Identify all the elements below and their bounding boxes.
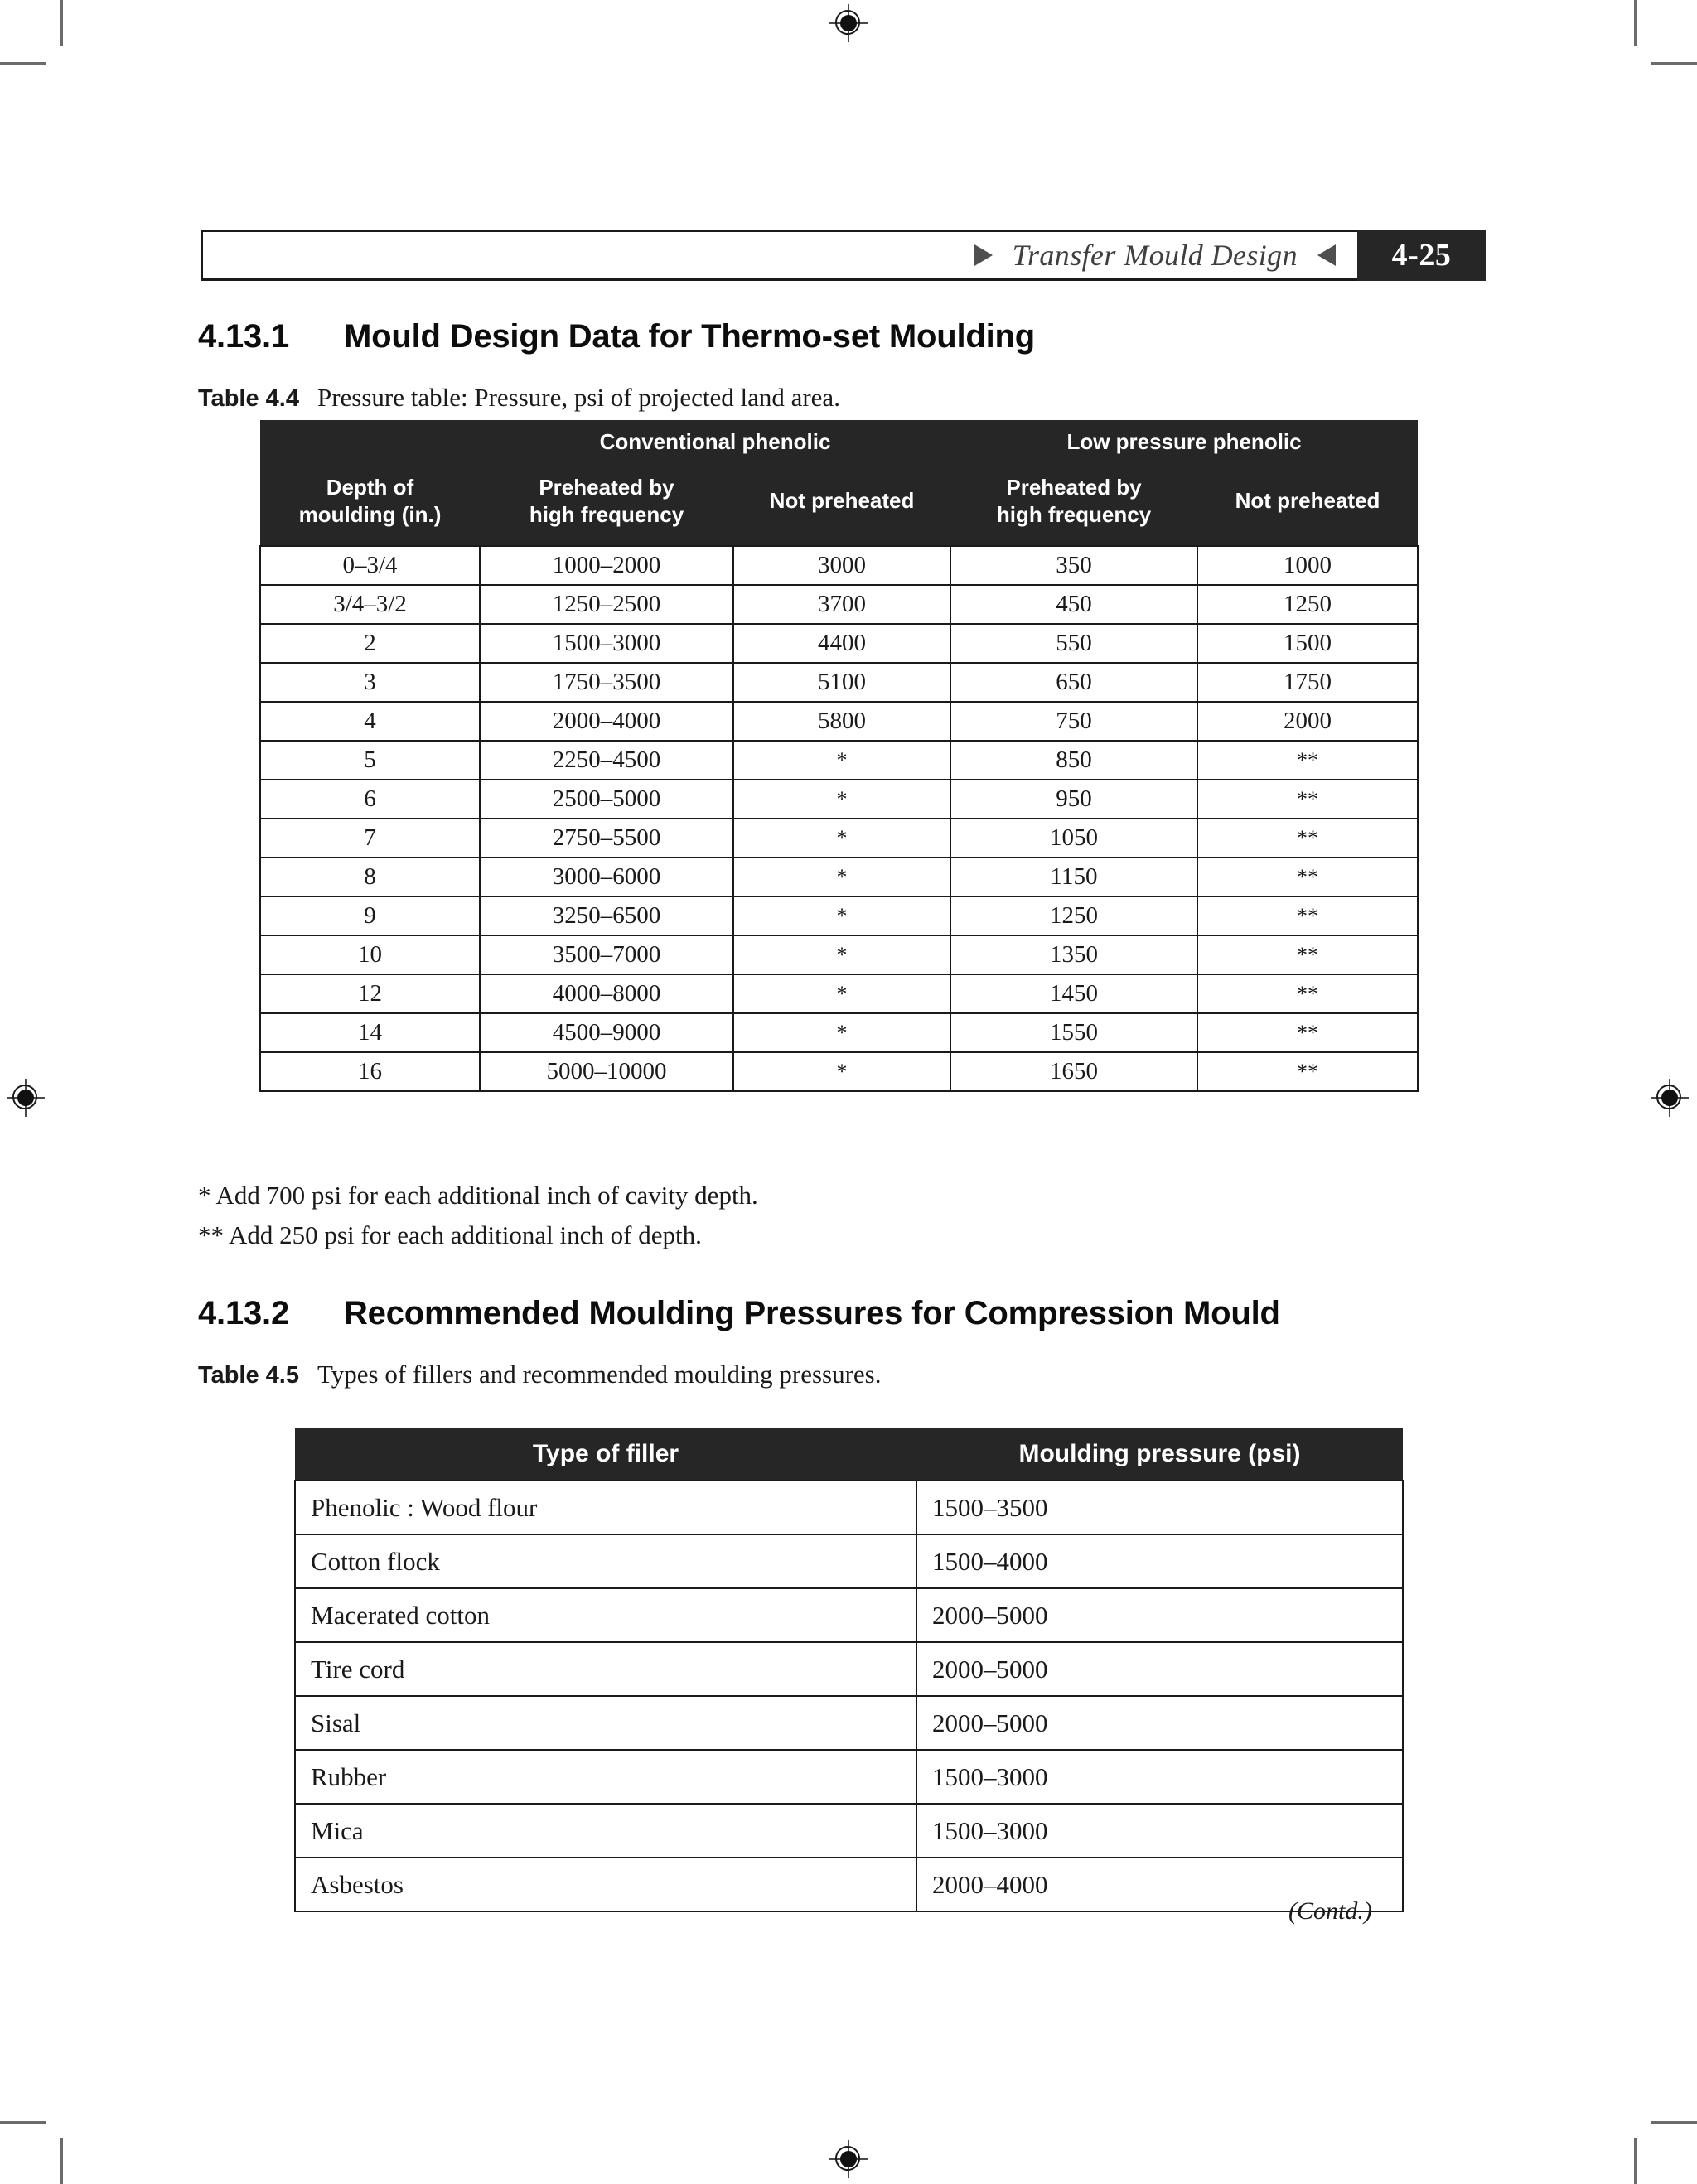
table-row xyxy=(260,741,1418,780)
crop-mark-bottom-right-horizontal xyxy=(1651,2121,1697,2124)
cell-pressure: 4400 xyxy=(733,624,950,663)
cell-depth: 6 xyxy=(260,780,480,819)
cell-moulding-pressure: 2000–5000 xyxy=(916,1642,1403,1696)
table-row xyxy=(295,1858,1403,1911)
cell-depth: 3 xyxy=(260,663,480,702)
column-header-conv-not-preheated: Not preheated xyxy=(733,464,950,546)
table-44-caption-label: Table 4.4 xyxy=(198,385,299,412)
pressure-table-group-header-row xyxy=(260,420,1418,464)
pressure-table-column-header-row xyxy=(260,464,1418,546)
cell-pressure: 750 xyxy=(950,702,1197,741)
cell-depth: 2 xyxy=(260,624,480,663)
filler-table-head xyxy=(295,1428,1403,1481)
cell-pressure: 1750–3500 xyxy=(480,663,733,702)
group-header-spacer xyxy=(260,420,480,464)
cell-moulding-pressure: 1500–4000 xyxy=(916,1534,1403,1588)
cell-pressure: ** xyxy=(1197,1052,1418,1091)
page-number-badge: 4-25 xyxy=(1357,230,1486,281)
cell-pressure: 1500–3000 xyxy=(480,624,733,663)
filler-table-body xyxy=(295,1481,1403,1911)
table-row xyxy=(295,1804,1403,1858)
cell-pressure: ** xyxy=(1197,819,1418,858)
table-45-caption-label: Table 4.5 xyxy=(198,1362,299,1389)
table-row xyxy=(260,1052,1418,1091)
cell-pressure: * xyxy=(733,858,950,896)
cell-pressure: * xyxy=(733,896,950,935)
cell-filler-type: Macerated cotton xyxy=(295,1588,916,1642)
cell-pressure: ** xyxy=(1197,896,1418,935)
table-row xyxy=(260,546,1418,585)
table-row xyxy=(260,974,1418,1013)
cell-pressure: ** xyxy=(1197,974,1418,1013)
section-heading-4-13-1 xyxy=(198,318,1035,355)
cell-moulding-pressure: 1500–3500 xyxy=(916,1481,1403,1534)
cell-pressure: 1350 xyxy=(950,935,1197,974)
table-row xyxy=(295,1588,1403,1642)
cell-pressure: 1050 xyxy=(950,819,1197,858)
table-44-caption xyxy=(198,383,840,413)
cell-filler-type: Mica xyxy=(295,1804,916,1858)
cell-pressure: 4500–9000 xyxy=(480,1013,733,1052)
section-number: 4.13.1 xyxy=(198,318,290,355)
cell-pressure: 1000 xyxy=(1197,546,1418,585)
continuation-note: (Contd.) xyxy=(1288,1897,1372,1925)
cell-pressure: * xyxy=(733,1013,950,1052)
cell-pressure: 3000–6000 xyxy=(480,858,733,896)
group-header-conventional: Conventional phenolic xyxy=(480,420,950,464)
cell-pressure: 1250 xyxy=(950,896,1197,935)
pressure-table xyxy=(259,420,1419,1092)
cell-pressure: 3250–6500 xyxy=(480,896,733,935)
cell-pressure: 1250–2500 xyxy=(480,585,733,624)
cell-pressure: * xyxy=(733,819,950,858)
cell-pressure: 4000–8000 xyxy=(480,974,733,1013)
running-head-bar xyxy=(201,230,1357,281)
cell-pressure: * xyxy=(733,1052,950,1091)
column-header-conv-preheated-line2: high frequency xyxy=(529,502,684,527)
right-triangle-icon xyxy=(974,244,993,266)
column-header-moulding-pressure: Moulding pressure (psi) xyxy=(916,1428,1403,1481)
column-header-type-of-filler: Type of filler xyxy=(295,1428,916,1481)
table-row xyxy=(260,1013,1418,1052)
cell-pressure: * xyxy=(733,974,950,1013)
cell-pressure: * xyxy=(733,741,950,780)
cell-pressure: 850 xyxy=(950,741,1197,780)
cell-pressure: 5100 xyxy=(733,663,950,702)
cell-depth: 12 xyxy=(260,974,480,1013)
cell-moulding-pressure: 1500–3000 xyxy=(916,1804,1403,1858)
cell-filler-type: Asbestos xyxy=(295,1858,916,1911)
table-row xyxy=(260,819,1418,858)
registration-mark-bottom xyxy=(829,2140,868,2178)
crop-mark-bottom-right-vertical xyxy=(1634,2138,1637,2184)
column-header-low-preheated xyxy=(950,464,1197,546)
column-header-low-not-preheated: Not preheated xyxy=(1197,464,1418,546)
table-row xyxy=(260,896,1418,935)
table-45-caption xyxy=(198,1360,882,1389)
cell-pressure: 1150 xyxy=(950,858,1197,896)
cell-pressure: 1450 xyxy=(950,974,1197,1013)
column-header-depth-line2: moulding (in.) xyxy=(298,502,442,527)
cell-pressure: 950 xyxy=(950,780,1197,819)
section-title-2: Recommended Moulding Pressures for Compression Mould xyxy=(344,1295,1280,1331)
section-heading-4-13-2 xyxy=(198,1295,1280,1332)
footnote-double-asterisk: ** Add 250 psi for each additional inch of depth. xyxy=(198,1220,702,1249)
cell-pressure: 2750–5500 xyxy=(480,819,733,858)
crop-mark-bottom-left-horizontal xyxy=(0,2121,46,2124)
cell-moulding-pressure: 1500–3000 xyxy=(916,1750,1403,1804)
section-number-2: 4.13.2 xyxy=(198,1295,290,1331)
cell-filler-type: Tire cord xyxy=(295,1642,916,1696)
cell-depth: 7 xyxy=(260,819,480,858)
cell-pressure: 2000–4000 xyxy=(480,702,733,741)
cell-pressure: 350 xyxy=(950,546,1197,585)
cell-moulding-pressure: 2000–5000 xyxy=(916,1696,1403,1750)
registration-mark-left xyxy=(7,1079,45,1117)
cell-depth: 4 xyxy=(260,702,480,741)
column-header-low-preheated-line1: Preheated by xyxy=(1006,474,1142,500)
cell-pressure: 2250–4500 xyxy=(480,741,733,780)
cell-filler-type: Phenolic : Wood flour xyxy=(295,1481,916,1534)
table-row xyxy=(260,585,1418,624)
cell-depth: 14 xyxy=(260,1013,480,1052)
cell-depth: 8 xyxy=(260,858,480,896)
table-row xyxy=(260,780,1418,819)
footnote-single-asterisk: * Add 700 psi for each additional inch of cavity depth. xyxy=(198,1181,758,1210)
table-row xyxy=(260,663,1418,702)
cell-pressure: 650 xyxy=(950,663,1197,702)
table-row xyxy=(260,702,1418,741)
pressure-table-head xyxy=(260,420,1418,546)
crop-mark-top-right-vertical xyxy=(1634,0,1637,46)
cell-pressure: ** xyxy=(1197,935,1418,974)
pressure-table-body xyxy=(260,546,1418,1091)
cell-pressure: 1750 xyxy=(1197,663,1418,702)
cell-pressure: 1550 xyxy=(950,1013,1197,1052)
cell-moulding-pressure: 2000–5000 xyxy=(916,1588,1403,1642)
left-triangle-icon xyxy=(1317,244,1336,266)
table-44-caption-text: Pressure table: Pressure, psi of projected land area. xyxy=(317,383,840,412)
table-row xyxy=(260,858,1418,896)
cell-pressure: ** xyxy=(1197,780,1418,819)
cell-pressure: 3700 xyxy=(733,585,950,624)
cell-pressure: 5000–10000 xyxy=(480,1052,733,1091)
cell-pressure: 1500 xyxy=(1197,624,1418,663)
crop-mark-bottom-left-vertical xyxy=(60,2138,63,2184)
cell-pressure: ** xyxy=(1197,1013,1418,1052)
crop-mark-top-left-vertical xyxy=(60,0,63,46)
cell-filler-type: Rubber xyxy=(295,1750,916,1804)
running-head xyxy=(201,230,1486,281)
cell-pressure: 3500–7000 xyxy=(480,935,733,974)
table-row xyxy=(260,624,1418,663)
cell-pressure: 2500–5000 xyxy=(480,780,733,819)
cell-filler-type: Sisal xyxy=(295,1696,916,1750)
column-header-depth xyxy=(260,464,480,546)
table-row xyxy=(295,1642,1403,1696)
cell-pressure: ** xyxy=(1197,858,1418,896)
cell-depth: 16 xyxy=(260,1052,480,1091)
cell-moulding-pressure: 2000–4000 xyxy=(916,1858,1403,1911)
table-row xyxy=(295,1696,1403,1750)
column-header-low-preheated-line2: high frequency xyxy=(996,502,1152,527)
cell-depth: 5 xyxy=(260,741,480,780)
running-head-title: Transfer Mould Design xyxy=(1012,239,1298,272)
cell-pressure: * xyxy=(733,935,950,974)
cell-pressure: 450 xyxy=(950,585,1197,624)
cell-pressure: 1000–2000 xyxy=(480,546,733,585)
cell-pressure: 1250 xyxy=(1197,585,1418,624)
registration-mark-top xyxy=(829,4,868,42)
column-header-conv-preheated xyxy=(480,464,733,546)
cell-pressure: 1650 xyxy=(950,1052,1197,1091)
table-row xyxy=(260,935,1418,974)
table-45-caption-text: Types of fillers and recommended moulding pressures. xyxy=(317,1360,882,1389)
filler-table-header-row xyxy=(295,1428,1403,1481)
column-header-depth-line1: Depth of xyxy=(326,474,414,500)
cell-pressure: 2000 xyxy=(1197,702,1418,741)
column-header-conv-preheated-line1: Preheated by xyxy=(539,474,674,500)
cell-filler-type: Cotton flock xyxy=(295,1534,916,1588)
registration-mark-right xyxy=(1651,1079,1689,1117)
cell-depth: 0–3/4 xyxy=(260,546,480,585)
cell-pressure: 550 xyxy=(950,624,1197,663)
cell-depth: 10 xyxy=(260,935,480,974)
cell-depth: 9 xyxy=(260,896,480,935)
group-header-low-pressure: Low pressure phenolic xyxy=(950,420,1418,464)
cell-pressure: ** xyxy=(1197,741,1418,780)
cell-pressure: * xyxy=(733,780,950,819)
section-title: Mould Design Data for Thermo-set Moulding xyxy=(344,318,1036,355)
filler-pressure-table xyxy=(294,1428,1404,1912)
crop-mark-top-right-horizontal xyxy=(1651,62,1697,65)
table-row xyxy=(295,1750,1403,1804)
cell-pressure: 3000 xyxy=(733,546,950,585)
cell-depth: 3/4–3/2 xyxy=(260,585,480,624)
crop-mark-top-left-horizontal xyxy=(0,62,46,65)
table-row xyxy=(295,1481,1403,1534)
cell-pressure: 5800 xyxy=(733,702,950,741)
table-row xyxy=(295,1534,1403,1588)
